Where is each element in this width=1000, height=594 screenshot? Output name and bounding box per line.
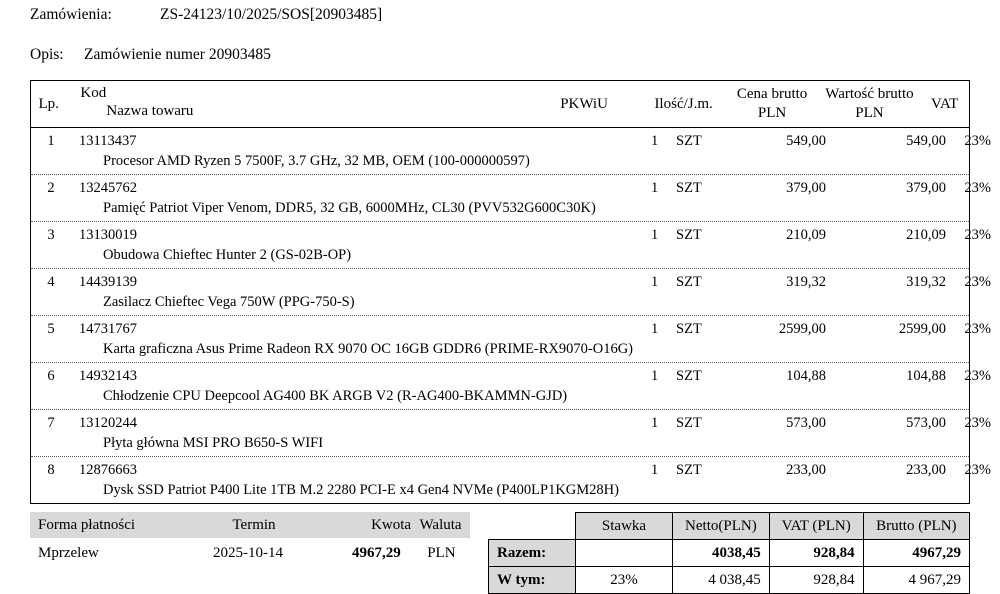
- column-header-vat: VAT: [931, 95, 959, 112]
- cell-nazwa: Płyta główna MSI PRO B650-S WIFI: [103, 435, 324, 451]
- column-header-termin: Termin: [232, 516, 276, 533]
- order-value: ZS-24123/10/2025/SOS[20903485]: [160, 6, 383, 23]
- cell-lp: 2: [47, 180, 55, 196]
- vat-summary-header-row: [489, 513, 970, 540]
- cell-vat: 23%: [964, 227, 991, 243]
- table-row: [31, 269, 991, 316]
- vat-summary-total-stawka: [576, 540, 673, 567]
- cell-nazwa: Pamięć Patriot Viper Venom, DDR5, 32 GB, 6000MHz, CL30 (PVV532G600C30K): [103, 200, 596, 216]
- column-header-netto: Netto(PLN): [673, 513, 770, 540]
- cell-vat: 23%: [964, 462, 991, 478]
- cell-ilosc: 1: [651, 133, 659, 149]
- vat-summary-breakdown-vat: 928,84: [769, 567, 863, 594]
- cell-kod: 13113437: [79, 133, 137, 149]
- cell-forma-platnosci: Mprzelew: [38, 544, 99, 561]
- cell-wartosc: 2599,00: [898, 321, 946, 337]
- cell-ilosc: 1: [651, 227, 659, 243]
- cell-nazwa: Karta graficzna Asus Prime Radeon RX 9070 OC 16GB GDDR6 (PRIME-RX9070-O16G): [103, 341, 633, 357]
- table-row: [31, 363, 991, 410]
- cell-cena: 233,00: [786, 462, 826, 478]
- column-header-cena-line1: Cena brutto: [736, 86, 808, 103]
- cell-wartosc: 573,00: [906, 415, 946, 431]
- cell-nazwa: Procesor AMD Ryzen 5 7500F, 3.7 GHz, 32 MB, OEM (100-000000597): [103, 153, 530, 169]
- summary-area: [30, 512, 970, 594]
- payment-row: [30, 538, 470, 568]
- cell-kod: 13130019: [79, 227, 137, 243]
- table-row: [31, 316, 991, 363]
- table-row: [31, 457, 991, 504]
- cell-nazwa: Chłodzenie CPU Deepcool AG400 BK ARGB V2 (R-AG400-BKAMMN-GJD): [103, 388, 568, 404]
- column-header-cena-brutto: [726, 81, 819, 127]
- cell-cena: 210,09: [786, 227, 826, 243]
- order-label: Zamówienia:: [30, 6, 112, 23]
- description-line: [30, 24, 970, 64]
- cell-cena: 549,00: [786, 133, 826, 149]
- cell-kod: 14731767: [79, 321, 137, 337]
- cell-jm: SZT: [676, 462, 702, 478]
- cell-wartosc: 233,00: [906, 462, 946, 478]
- table-row: [31, 175, 991, 222]
- items-table-header: [31, 81, 969, 128]
- cell-ilosc: 1: [651, 180, 659, 196]
- vat-summary-total-label: Razem:: [489, 540, 576, 567]
- vat-summary-corner: [489, 513, 576, 540]
- cell-nazwa: Zasilacz Chieftec Vega 750W (PPG-750-S): [103, 294, 355, 310]
- cell-ilosc: 1: [651, 321, 659, 337]
- cell-termin: 2025-10-14: [213, 544, 283, 561]
- cell-vat: 23%: [964, 133, 991, 149]
- cell-ilosc: 1: [651, 462, 659, 478]
- vat-summary-breakdown-stawka: 23%: [576, 567, 673, 594]
- column-header-lp: Lp.: [38, 95, 59, 112]
- cell-lp: 3: [47, 227, 55, 243]
- column-header-vat: VAT (PLN): [769, 513, 863, 540]
- cell-vat: 23%: [964, 415, 991, 431]
- cell-wartosc: 319,32: [906, 274, 946, 290]
- table-row: [31, 410, 991, 457]
- cell-wartosc: 104,88: [906, 368, 946, 384]
- items-table: [30, 80, 991, 504]
- vat-summary-breakdown-netto: 4 038,45: [673, 567, 770, 594]
- cell-kod: 13120244: [79, 415, 137, 431]
- cell-wartosc: 549,00: [906, 133, 946, 149]
- cell-ilosc: 1: [651, 274, 659, 290]
- vat-summary-table: [488, 512, 970, 594]
- vat-summary-total-vat: 928,84: [769, 540, 863, 567]
- payment-table: [30, 512, 470, 568]
- cell-kwota: 4967,29: [351, 544, 401, 561]
- column-header-kod: Kod: [80, 85, 107, 101]
- cell-jm: SZT: [676, 415, 702, 431]
- cell-nazwa: Obudowa Chieftec Hunter 2 (GS-02B-OP): [103, 247, 352, 263]
- column-header-wartosc-line1: Wartość brutto: [825, 86, 914, 103]
- table-row: [31, 222, 991, 269]
- column-header-kod-nazwa: [66, 81, 526, 127]
- payment-table-header: [30, 512, 470, 538]
- vat-summary-breakdown-label: W tym:: [489, 567, 576, 594]
- column-header-waluta: Waluta: [419, 516, 462, 533]
- cell-jm: SZT: [676, 133, 702, 149]
- cell-cena: 2599,00: [778, 321, 826, 337]
- cell-jm: SZT: [676, 321, 702, 337]
- cell-kod: 13245762: [79, 180, 137, 196]
- cell-cena: 379,00: [786, 180, 826, 196]
- cell-nazwa: Dysk SSD Patriot P400 Lite 1TB M.2 2280 PCI-E x4 Gen4 NVMe (P400LP1KGM28H): [103, 482, 619, 498]
- column-header-ilosc: Ilość/J.m.: [654, 95, 713, 112]
- cell-cena: 319,32: [786, 274, 826, 290]
- cell-kod: 14932143: [79, 368, 137, 384]
- column-header-wartosc-brutto: [819, 81, 921, 127]
- vat-summary-total-netto: 4038,45: [673, 540, 770, 567]
- cell-vat: 23%: [964, 274, 991, 290]
- cell-jm: SZT: [676, 368, 702, 384]
- column-header-kwota: Kwota: [371, 516, 412, 533]
- cell-vat: 23%: [964, 368, 991, 384]
- cell-jm: SZT: [676, 227, 702, 243]
- cell-vat: 23%: [964, 321, 991, 337]
- cell-ilosc: 1: [651, 415, 659, 431]
- column-header-cena-line2: PLN: [757, 105, 787, 121]
- cell-jm: SZT: [676, 180, 702, 196]
- column-header-forma-platnosci: Forma płatności: [38, 516, 136, 533]
- cell-ilosc: 1: [651, 368, 659, 384]
- cell-lp: 7: [47, 415, 55, 431]
- cell-wartosc: 210,09: [906, 227, 946, 243]
- order-line: [30, 0, 970, 24]
- cell-wartosc: 379,00: [906, 180, 946, 196]
- vat-summary-breakdown-row: [489, 567, 970, 594]
- vat-summary-total-brutto: 4967,29: [863, 540, 969, 567]
- cell-cena: 573,00: [786, 415, 826, 431]
- column-header-stawka: Stawka: [576, 513, 673, 540]
- column-header-pkwiu: PKWiU: [560, 95, 608, 112]
- cell-lp: 1: [47, 133, 55, 149]
- table-row: [31, 128, 991, 175]
- cell-waluta: PLN: [427, 544, 456, 561]
- vat-summary-total-row: [489, 540, 970, 567]
- cell-lp: 8: [47, 462, 55, 478]
- description-label: Opis:: [30, 46, 64, 63]
- column-header-wartosc-line2: PLN: [855, 105, 884, 121]
- column-header-brutto: Brutto (PLN): [863, 513, 969, 540]
- cell-jm: SZT: [676, 274, 702, 290]
- vat-summary-breakdown-brutto: 4 967,29: [863, 567, 969, 594]
- cell-lp: 5: [47, 321, 55, 337]
- cell-kod: 14439139: [79, 274, 137, 290]
- description-value: Zamówienie numer 20903485: [84, 46, 271, 63]
- cell-vat: 23%: [964, 180, 991, 196]
- column-header-nazwa: Nazwa towaru: [106, 103, 194, 119]
- cell-lp: 4: [47, 274, 55, 290]
- cell-lp: 6: [47, 368, 55, 384]
- cell-cena: 104,88: [786, 368, 826, 384]
- cell-kod: 12876663: [79, 462, 137, 478]
